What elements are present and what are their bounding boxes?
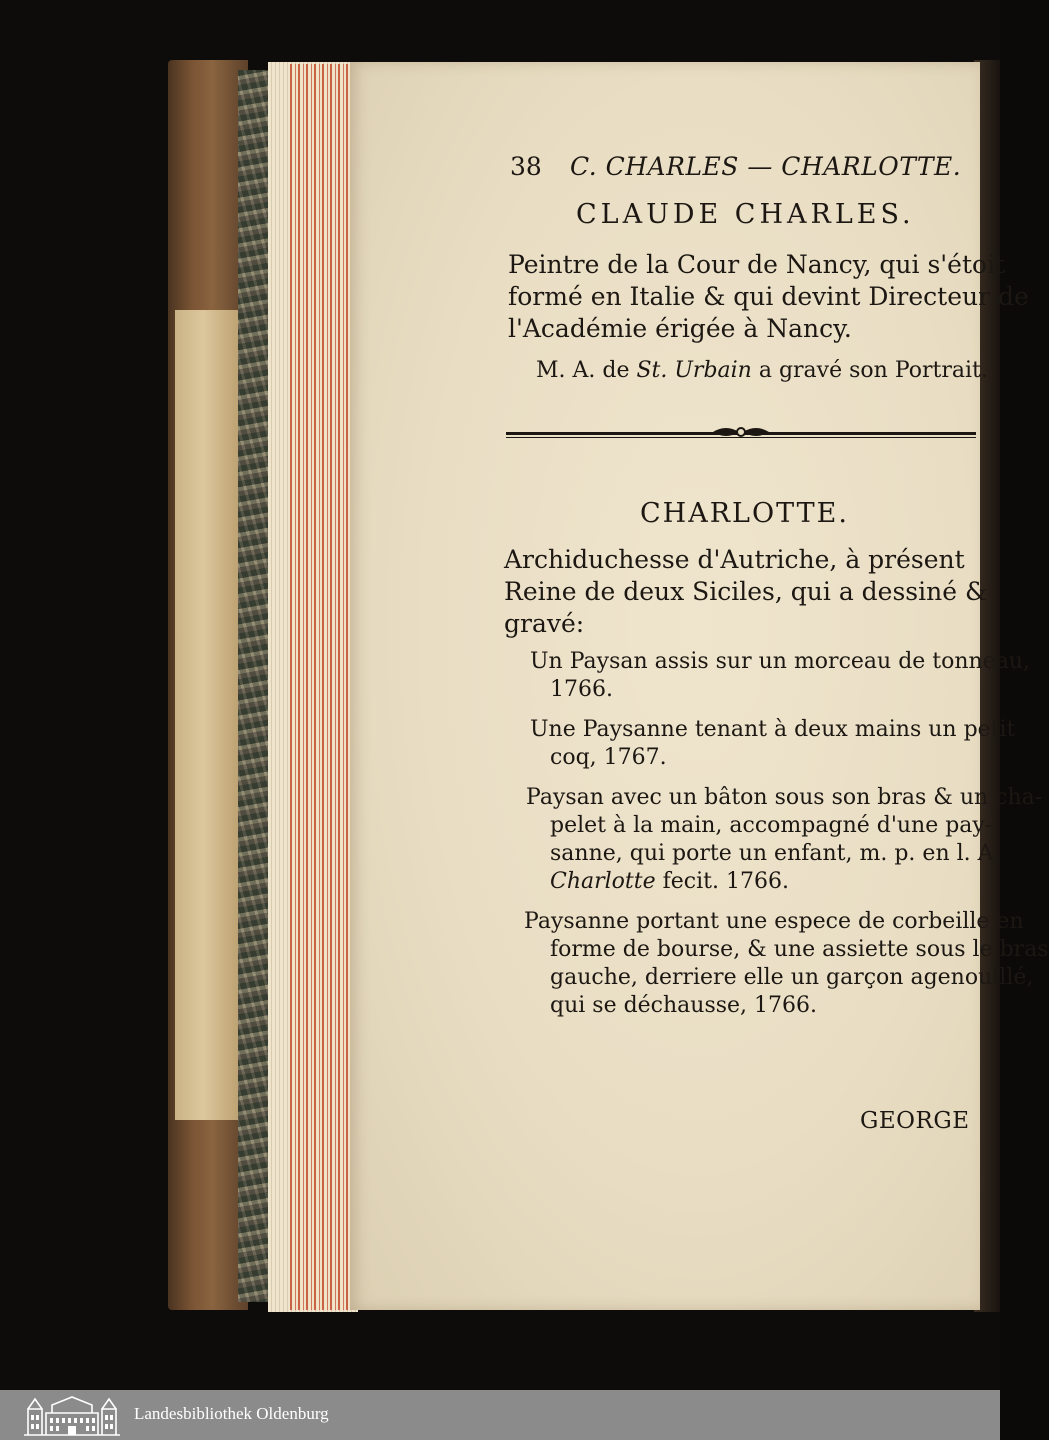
cover-label-patch xyxy=(175,310,245,1120)
book-page xyxy=(350,62,1049,1310)
library-footer xyxy=(0,1390,1000,1440)
entry-line: sanne, qui porte un enfant, m. p. en l. A. xyxy=(550,841,1001,866)
section-title-claude-charles: CLAUDE CHARLES. xyxy=(576,199,915,230)
catchword: GEORGE xyxy=(860,1108,970,1134)
entry-line: Paysan avec un bâton sous son bras & un cha- xyxy=(526,785,1043,810)
entry-line: Un Paysan assis sur un morceau de tonneau, xyxy=(530,649,1031,674)
running-title: C. CHARLES — CHARLOTTE. xyxy=(570,152,962,181)
marbled-endpaper xyxy=(238,70,272,1302)
intro-line: Reine de deux Siciles, qui a dessiné & xyxy=(504,577,988,606)
artist-signature: Charlotte xyxy=(550,869,656,894)
library-building-icon xyxy=(22,1393,122,1437)
entry-line: qui se déchausse, 1766. xyxy=(550,993,818,1018)
entry-date: fecit. 1766. xyxy=(655,869,789,894)
entry-line: forme de bourse, & une assiette sous le bras xyxy=(550,937,1049,962)
body-line: formé en Italie & qui devint Directeur de xyxy=(508,282,1029,311)
portrait-note xyxy=(536,355,988,387)
intro-line: gravé: xyxy=(504,609,585,638)
entry-line: gauche, derriere elle un garçon agenouillé, xyxy=(550,965,1034,990)
note-prefix: M. A. de xyxy=(536,358,637,383)
section-title-charlotte: CHARLOTTE. xyxy=(640,498,849,529)
page-number: 38 xyxy=(510,152,542,181)
intro-line: Archiduchesse d'Autriche, à présent xyxy=(504,545,965,574)
note-suffix: a gravé son Portrait. xyxy=(751,358,988,383)
ornamental-rule xyxy=(506,430,976,440)
body-line: Peintre de la Cour de Nancy, qui s'étoit xyxy=(508,250,1006,279)
entry-line: coq, 1767. xyxy=(550,745,667,770)
engraver-name: St. Urbain xyxy=(636,358,752,383)
fleuron-ornament xyxy=(711,424,771,440)
entry-line: Paysanne portant une espece de corbeille en xyxy=(524,909,1024,934)
entry-line: 1766. xyxy=(550,677,613,702)
entry-line xyxy=(550,866,789,898)
library-name: Landesbibliothek Oldenburg xyxy=(134,1404,329,1423)
entry-line: Une Paysanne tenant à deux mains un petit xyxy=(530,717,1016,742)
red-sprinkled-edges xyxy=(290,64,352,1310)
entry-line: pelet à la main, accompagné d'une pay- xyxy=(550,813,993,838)
body-line: l'Académie érigée à Nancy. xyxy=(508,314,852,343)
